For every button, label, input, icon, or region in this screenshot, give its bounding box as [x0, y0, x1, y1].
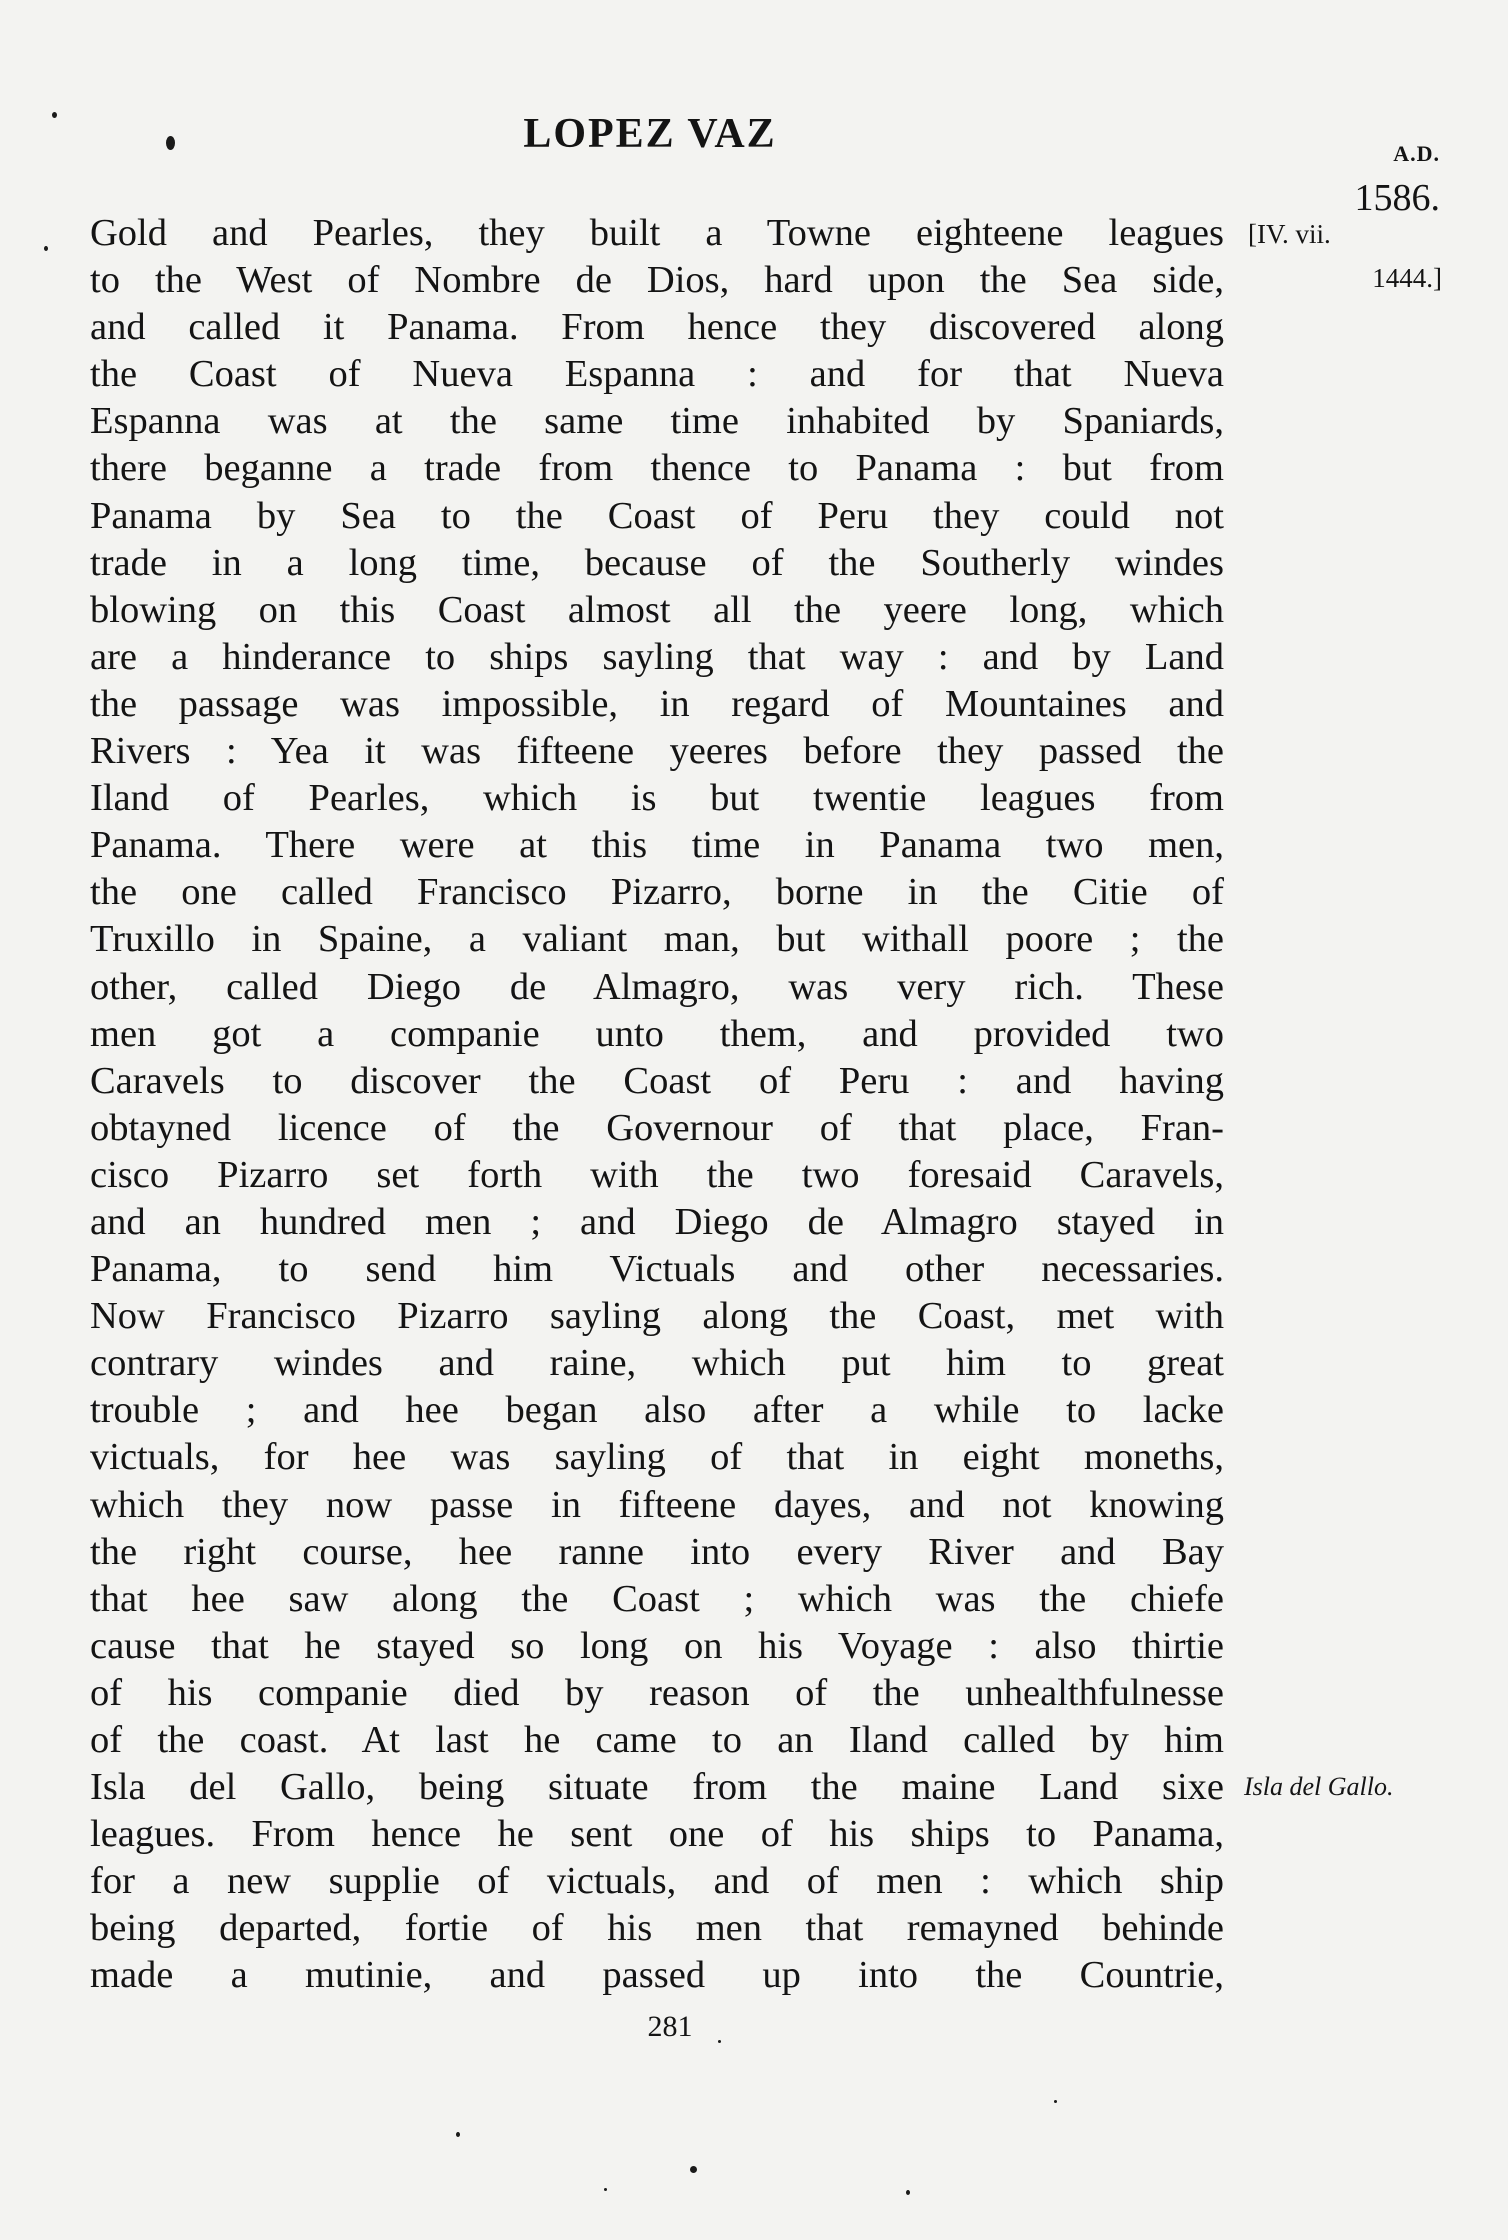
- scan-speck: [166, 136, 175, 150]
- text-line: cisco Pizarro set forth with the two foresaid Caravels,: [90, 1153, 1224, 1196]
- text-line: contrary windes and raine, which put him to great: [90, 1342, 1224, 1385]
- running-title: LOPEZ VAZ: [523, 111, 777, 157]
- text-line: to the West of Nombre de Dios, hard upon the Sea side,: [90, 259, 1224, 302]
- text-line: Truxillo in Spaine, a valiant man, but withall poore ; the: [90, 918, 1224, 961]
- text-line: Now Francisco Pizarro sayling along the Coast, met with: [90, 1295, 1224, 1338]
- text-line: the right course, hee ranne into every River and Bay: [90, 1530, 1224, 1573]
- body-text: [90, 210, 1224, 2000]
- scan-speck: [718, 2040, 721, 2043]
- text-line: Iland of Pearles, which is but twentie leagues from: [90, 777, 1224, 820]
- scan-speck: [456, 2132, 460, 2137]
- text-line: Espanna was at the same time inhabited by Spaniards,: [90, 400, 1224, 443]
- source-reference: [1248, 212, 1448, 300]
- reference-volume: [IV. vii.: [1248, 219, 1331, 249]
- text-line: made a mutinie, and passed up into the Countrie,: [90, 1954, 1224, 1997]
- text-line: cause that he stayed so long on his Voyage : also thirtie: [90, 1624, 1224, 1667]
- reference-page: 1444.]: [1372, 263, 1442, 293]
- text-line: the passage was impossible, in regard of Mountaines and: [90, 682, 1224, 725]
- text-line: Isla del Gallo, being situate from the maine Land sixe: [90, 1766, 1224, 1809]
- scan-speck: [906, 2190, 910, 2195]
- text-line: Panama, to send him Victuals and other necessaries.: [90, 1248, 1224, 1291]
- text-line: being departed, fortie of his men that remayned behinde: [90, 1907, 1224, 1950]
- text-line: Gold and Pearles, they built a Towne eighteene leagues: [90, 212, 1224, 254]
- text-line: Panama. There were at this time in Panama two men,: [90, 824, 1224, 867]
- year-label: 1586.: [1354, 177, 1440, 219]
- text-line: that hee saw along the Coast ; which was the chiefe: [90, 1577, 1224, 1620]
- scan-speck: [52, 112, 57, 118]
- text-line: which they now passe in fifteene dayes, and not knowing: [90, 1483, 1224, 1526]
- text-line: trade in a long time, because of the Southerly windes: [90, 541, 1224, 584]
- text-line: Caravels to discover the Coast of Peru : and having: [90, 1059, 1224, 1102]
- page-number: 281: [647, 2010, 693, 2043]
- text-line: blowing on this Coast almost all the yeere long, which: [90, 588, 1224, 631]
- text-line: for a new supplie of victuals, and of men : which ship: [90, 1860, 1224, 1903]
- text-line: the Coast of Nueva Espanna : and for that Nueva: [90, 353, 1224, 396]
- text-line: of the coast. At last he came to an Iland called by him: [90, 1719, 1224, 1761]
- margin-note: Isla del Gallo.: [1244, 1772, 1394, 1801]
- text-line: other, called Diego de Almagro, was very rich. These: [90, 965, 1224, 1008]
- era-label: A.D.: [1393, 141, 1440, 166]
- text-line: victuals, for hee was sayling of that in eight moneths,: [90, 1436, 1224, 1479]
- text-line: are a hinderance to ships sayling that way : and by Land: [90, 635, 1224, 678]
- scan-speck: [44, 246, 48, 251]
- scan-speck: [1054, 2100, 1057, 2103]
- text-line: men got a companie unto them, and provided two: [90, 1012, 1224, 1055]
- text-line: leagues. From hence he sent one of his ships to Panama,: [90, 1813, 1224, 1856]
- scan-speck: [690, 2166, 697, 2173]
- text-line: and called it Panama. From hence they discovered along: [90, 306, 1224, 349]
- text-line: and an hundred men ; and Diego de Almagro stayed in: [90, 1200, 1224, 1243]
- text-line: the one called Francisco Pizarro, borne in the Citie of: [90, 871, 1224, 914]
- scan-speck: [604, 2188, 607, 2191]
- text-line: there beganne a trade from thence to Panama : but from: [90, 447, 1224, 490]
- text-line: trouble ; and hee began also after a while to lacke: [90, 1389, 1224, 1432]
- date-marker: [1320, 132, 1440, 220]
- text-line: obtayned licence of the Governour of that place, Fran-: [90, 1106, 1224, 1149]
- text-line: of his companie died by reason of the unhealthfulnesse: [90, 1671, 1224, 1714]
- text-line: Rivers : Yea it was fifteene yeeres before they passed the: [90, 730, 1224, 773]
- text-line: Panama by Sea to the Coast of Peru they could not: [90, 494, 1224, 537]
